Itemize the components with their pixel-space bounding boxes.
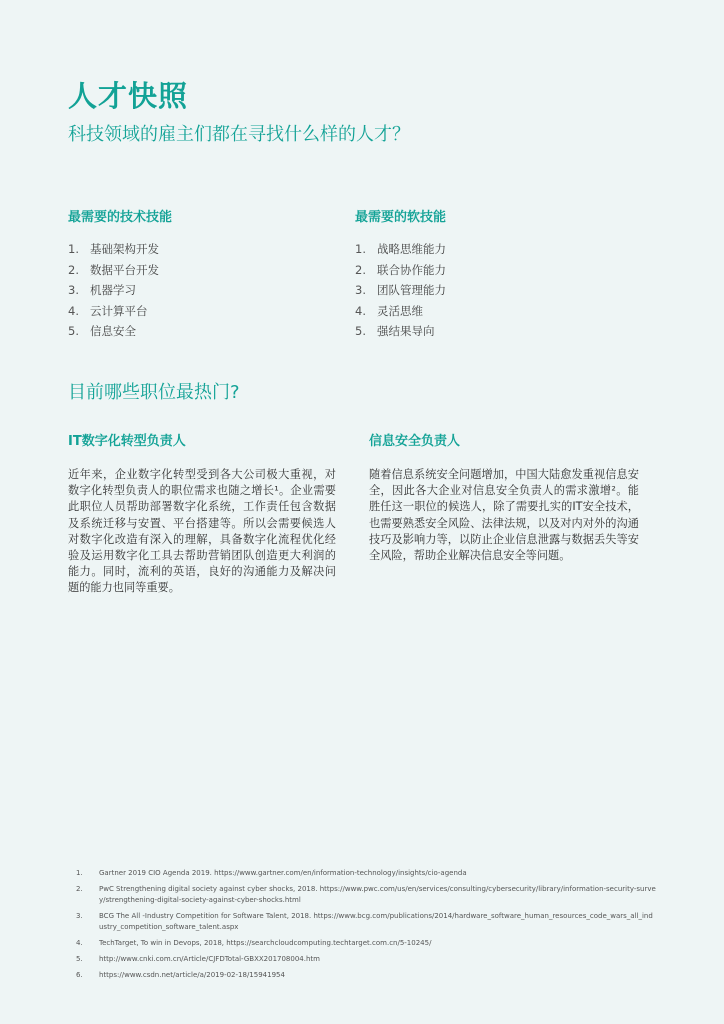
skill-label: 基础架构开发 [90, 242, 159, 256]
list-item [355, 301, 595, 322]
footnote [76, 938, 656, 949]
list-number: 3. [355, 283, 366, 297]
skill-label: 联合协作能力 [377, 262, 446, 277]
list-item [68, 260, 308, 281]
list-item [355, 260, 595, 281]
footnote-text: Gartner 2019 CIO Agenda 2019. https://www.gartner.com/en/information-technology/insights/cio-agenda [99, 869, 467, 877]
list-item [355, 239, 595, 260]
list-item [68, 321, 308, 342]
list-number: 1. [355, 242, 366, 256]
footnote-number: 2. [76, 885, 83, 893]
page-subtitle: 科技领域的雇主们都在寻找什么样的人才？ [68, 124, 410, 145]
skill-label: 灵活思维 [377, 303, 423, 318]
skill-label: 强结果导向 [377, 324, 435, 338]
footnote [76, 911, 656, 933]
skill-label: 团队管理能力 [377, 283, 446, 297]
hot-roles-heading: 目前哪些职位最热门? [68, 382, 240, 403]
footnote-number: 1. [76, 869, 83, 877]
footnote-number: 3. [76, 912, 83, 920]
footnote [76, 970, 656, 981]
soft-skills-list [355, 239, 595, 342]
list-number: 4. [355, 303, 366, 318]
list-number: 5. [355, 324, 366, 338]
tech-skills-list [68, 239, 308, 342]
role-card [68, 430, 336, 597]
soft-skills-section [355, 206, 595, 342]
footnote-text: PwC Strengthening digital society against cyber shocks, 2018. https://www.pwc.com/us/en/services/consulting/cybersecurity/library/information-security-survey/strengthening-digital-society-against-cyber-shocks.html [99, 885, 656, 904]
footnote [76, 868, 656, 879]
list-item [355, 321, 595, 342]
list-number: 5. [68, 324, 79, 338]
list-item [355, 280, 595, 301]
list-number: 1. [68, 242, 79, 256]
footnote-text: https://www.csdn.net/article/a/2019-02-18/15941954 [99, 971, 285, 979]
list-item [68, 280, 308, 301]
footnotes [76, 868, 656, 986]
footnote [76, 884, 656, 906]
role-title: 信息安全负责人 [369, 434, 461, 449]
list-number: 4. [68, 303, 79, 318]
page-title: 人才快照 [68, 79, 189, 113]
role-description: 近年来，企业数字化转型受到各大公司极大重视，对数字化转型负责人的职位需求也随之增长¹。企业需要此职位人员帮助部署数字化系统，工作责任包含数据及系统迁移与安置、平台搭建等。所以会需要候选人对数字化改造有深入的理解，具备数字化流程优化经验及运用数字化工具去帮助营销团队创造更大利润的能力。同时，流利的英语，良好的沟通能力及解决问题的能力也同等重要。 [68, 468, 336, 595]
soft-skills-heading: 最需要的软技能 [355, 210, 447, 225]
footnote-number: 6. [76, 971, 83, 979]
footnote-number: 5. [76, 955, 83, 963]
list-number: 2. [355, 262, 366, 277]
role-card [369, 430, 639, 564]
skill-label: 战略思维能力 [377, 242, 446, 256]
footnote-text: TechTarget, To win in Devops, 2018, https://searchcloudcomputing.techtarget.com.cn/5-10245/ [99, 939, 432, 947]
skill-label: 云计算平台 [90, 303, 148, 318]
footnote-text: BCG The All -Industry Competition for Software Talent, 2018. https://www.bcg.com/publications/2014/hardware_software_human_resources_code_wars_all_industry_competition_software_talent.aspx [99, 912, 653, 931]
footnote [76, 954, 656, 965]
list-item [68, 239, 308, 260]
list-item [68, 301, 308, 322]
skill-label: 机器学习 [90, 283, 136, 297]
list-number: 3. [68, 283, 79, 297]
footnote-number: 4. [76, 939, 83, 947]
role-description: 随着信息系统安全问题增加，中国大陆愈发重视信息安全，因此各大企业对信息安全负责人的需求激增²。能胜任这一职位的候选人，除了需要扎实的IT安全技术，也需要熟悉安全风险、法律法规，以及对内对外的沟通技巧及影响力等，以防止企业信息泄露与数据丢失等安全风险，帮助企业解决信息安全等问题。 [369, 468, 639, 563]
footnote-text: http://www.cnki.com.cn/Article/CJFDTotal-GBXX201708004.htm [99, 955, 320, 963]
skill-label: 数据平台开发 [90, 262, 159, 277]
list-number: 2. [68, 262, 79, 277]
skill-label: 信息安全 [90, 324, 136, 338]
role-title: IT数字化转型负责人 [68, 434, 186, 449]
tech-skills-section [68, 206, 308, 342]
tech-skills-heading: 最需要的技术技能 [68, 210, 173, 225]
